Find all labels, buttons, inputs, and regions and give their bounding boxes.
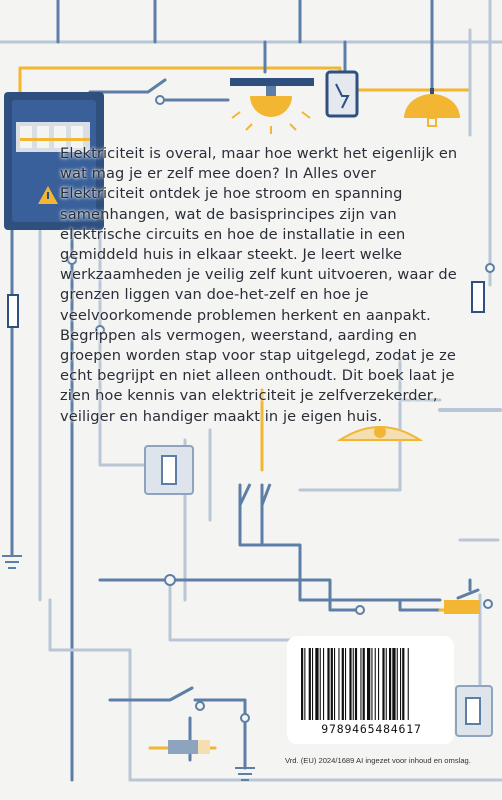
wall-switch-icon <box>145 446 193 494</box>
barcode-icon <box>301 648 439 720</box>
ceiling-lamp-icon <box>340 426 420 440</box>
light-bulb-icon <box>230 78 314 134</box>
barcode <box>287 636 454 744</box>
wall-switch-icon <box>327 72 357 116</box>
ground-symbol-icon <box>2 556 22 568</box>
ceiling-lamp-icon <box>404 88 460 126</box>
wall-switch-icon <box>456 686 492 736</box>
back-cover-blurb: Elektriciteit is overal, maar hoe werkt het eigenlijk en wat mag je er zelf mee doen? In Alles over Elektriciteit ontdek je hoe stroom en spanning samenhangen, wat de basisprincipes zijn van elektrische circuits en hoe de installatie in een gemiddeld huis in elkaar steekt. Je leert welke werkzaamheden je veilig zelf kunt uitvoeren, waar de grenzen liggen van doe-het-zelf en hoe je veelvoorkomende problemen herkent en aanpakt. Begrippen als vermogen, weerstand, aarding en groepen worden stap voor stap uitgelegd, zodat je ze echt begrijpt en niet alleen onthoudt. Dit boek laat je zien hoe kennis van elektriciteit je zelfverzekerder, veiliger en handiger maakt in je eigen huis. <box>60 145 458 425</box>
isbn-number: 9789465484617 <box>321 722 422 736</box>
ground-symbol-icon <box>235 768 255 780</box>
legal-notice: Vrd. (EU) 2024/1689 AI ingezet voor inhoud en omslag. <box>285 756 471 765</box>
